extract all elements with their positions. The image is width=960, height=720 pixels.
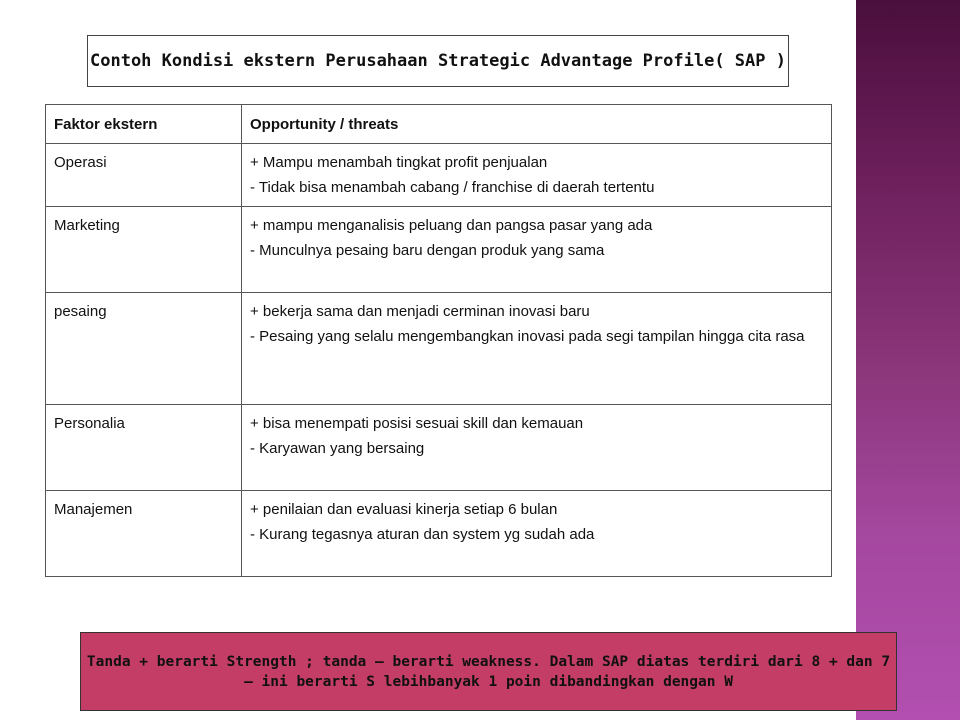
threat-line: - Pesaing yang selalu mengembangkan inovasi pada segi tampilan hingga cita rasa (250, 328, 805, 345)
threat-line: - Kurang tegasnya aturan dan system yg sudah ada (250, 526, 595, 543)
opportunity-line: + bisa menempati posisi sesuai skill dan kemauan (250, 415, 584, 432)
row-personalia-faktor: Personalia (46, 405, 242, 491)
decorative-side-bar (856, 0, 960, 720)
sap-table (45, 104, 832, 577)
table-row (46, 144, 832, 207)
table-row (46, 405, 832, 491)
row-personalia-detail (242, 405, 832, 491)
row-marketing-detail (242, 207, 832, 293)
row-marketing-faktor: Marketing (46, 207, 242, 293)
opportunity-line: + Mampu menambah tingkat profit penjualan (250, 154, 548, 171)
slide-title: Contoh Kondisi ekstern Perusahaan Strategic Advantage Profile( SAP ) (87, 35, 789, 87)
table-header-row (46, 105, 832, 144)
row-operasi-detail (242, 144, 832, 207)
threat-line: - Karyawan yang bersaing (250, 440, 425, 457)
table-row (46, 207, 832, 293)
table-row (46, 491, 832, 577)
row-manajemen-detail (242, 491, 832, 577)
opportunity-line: + penilaian dan evaluasi kinerja setiap 6 bulan (250, 501, 558, 518)
opportunity-line: + mampu menganalisis peluang dan pangsa pasar yang ada (250, 217, 653, 234)
opportunity-line: + bekerja sama dan menjadi cerminan inovasi baru (250, 303, 590, 320)
row-manajemen-faktor: Manajemen (46, 491, 242, 577)
table-row (46, 293, 832, 405)
row-pesaing-detail (242, 293, 832, 405)
legend-note-box (80, 632, 897, 711)
legend-note-text: Tanda + berarti Strength ; tanda – berarti weakness. Dalam SAP diatas terdiri dari 8 + dan 7 – ini berarti S lebihbanyak 1 poin dibandingkan dengan W (86, 653, 891, 690)
row-pesaing-faktor: pesaing (46, 293, 242, 405)
threat-line: - Tidak bisa menambah cabang / franchise di daerah tertentu (250, 179, 655, 196)
header-opportunity-threats: Opportunity / threats (242, 105, 832, 144)
header-faktor-ekstern: Faktor ekstern (46, 105, 242, 144)
threat-line: - Munculnya pesaing baru dengan produk yang sama (250, 242, 605, 259)
row-operasi-faktor: Operasi (46, 144, 242, 207)
